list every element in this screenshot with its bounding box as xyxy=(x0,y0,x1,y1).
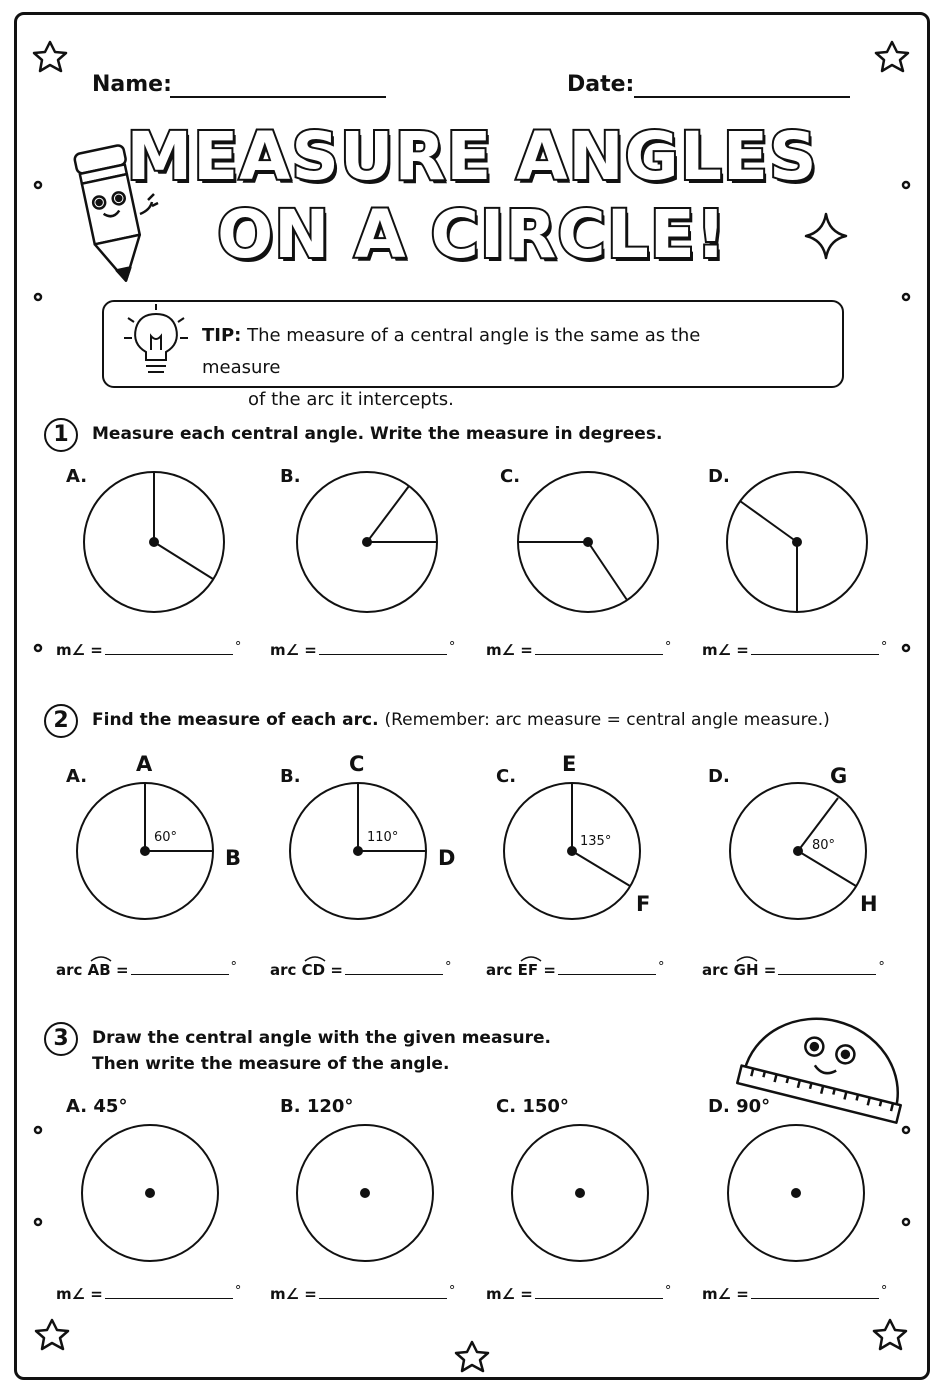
tip-text-line2: of the arc it intercepts. xyxy=(248,389,454,410)
point-label-e: E xyxy=(562,752,577,776)
degree-symbol: ° xyxy=(234,1284,242,1299)
q3-item-d xyxy=(708,1096,770,1117)
item-letter: D. xyxy=(708,1096,730,1117)
answer-label: m∠ = xyxy=(486,1285,533,1303)
given-measure: 150° xyxy=(522,1096,569,1117)
point-label-g: G xyxy=(830,764,848,788)
arc-prefix: arc xyxy=(56,961,83,979)
answer-label: m∠ = xyxy=(56,1285,103,1303)
item-letter: C. xyxy=(496,1096,517,1117)
q2-letter-c: C. xyxy=(496,766,517,787)
point-label-b: B xyxy=(225,846,242,870)
given-measure: 90° xyxy=(736,1096,771,1117)
equals-sign: = xyxy=(330,961,343,979)
q3-answer-c xyxy=(486,1284,671,1303)
item-letter: B. xyxy=(280,1096,301,1117)
degree-symbol: ° xyxy=(234,640,242,655)
q2-letter-d: D. xyxy=(708,766,730,787)
answer-label: m∠ = xyxy=(56,641,103,659)
q1-letter-c: C. xyxy=(500,466,521,487)
degree-symbol: ° xyxy=(448,640,456,655)
q2-letter-a: A. xyxy=(66,766,88,787)
q2-instruction-note: (Remember: arc measure = central angle measure.) xyxy=(384,710,830,730)
q3-instruction-line1: Draw the central angle with the given measure. xyxy=(92,1028,552,1048)
answer-blank[interactable] xyxy=(535,1284,663,1299)
arc-name: CD xyxy=(301,961,326,979)
degree-symbol: ° xyxy=(878,960,885,975)
date-label: Date: xyxy=(567,72,635,97)
degree-symbol: ° xyxy=(664,1284,672,1299)
given-measure: 45° xyxy=(93,1096,128,1117)
degree-symbol: ° xyxy=(880,1284,888,1299)
degree-symbol: ° xyxy=(444,960,452,975)
equals-sign: = xyxy=(543,961,556,979)
q3-answer-d xyxy=(702,1284,887,1303)
arc-prefix: arc xyxy=(486,961,513,979)
item-letter: A. xyxy=(66,1096,88,1117)
degree-symbol: ° xyxy=(448,1284,456,1299)
q3-answer-b xyxy=(270,1284,455,1303)
arc-name: AB xyxy=(87,961,111,979)
q3-instruction-line2: Then write the measure of the angle. xyxy=(92,1054,450,1074)
answer-label: m∠ = xyxy=(270,641,317,659)
page-title-line1: MEASURE ANGLES xyxy=(126,118,818,195)
answer-blank[interactable] xyxy=(105,1284,233,1299)
tip-label: TIP: xyxy=(202,325,242,346)
degree-symbol: ° xyxy=(664,640,672,655)
degree-symbol: ° xyxy=(880,640,888,655)
q3-answer-a xyxy=(56,1284,241,1303)
answer-blank[interactable] xyxy=(751,1284,879,1299)
q1-letter-d: D. xyxy=(708,466,730,487)
name-label: Name: xyxy=(92,72,172,97)
arc-name: EF xyxy=(517,961,539,979)
q2-letter-b: B. xyxy=(280,766,301,787)
point-label-d: D xyxy=(438,846,456,870)
page-title-line2: ON A CIRCLE! xyxy=(217,196,727,273)
arc-name: GH xyxy=(733,961,759,979)
question-number-3: 3 xyxy=(44,1022,78,1056)
q1-letter-a: A. xyxy=(66,466,88,487)
arc-prefix: arc xyxy=(702,961,729,979)
question-number-2: 2 xyxy=(44,704,78,738)
point-label-f: F xyxy=(636,892,651,916)
equals-sign: = xyxy=(763,961,777,979)
answer-label: m∠ = xyxy=(486,641,533,659)
answer-label: m∠ = xyxy=(702,1285,749,1303)
q1-letter-b: B. xyxy=(280,466,301,487)
arc-prefix: arc xyxy=(270,961,297,979)
given-measure: 120° xyxy=(306,1096,354,1117)
point-label-a: A xyxy=(136,752,153,776)
answer-label: m∠ = xyxy=(702,641,749,659)
equals-sign: = xyxy=(115,961,129,979)
question-number-1: 1 xyxy=(44,418,78,452)
point-label-c: C xyxy=(349,752,365,776)
angle-label-a: 60° xyxy=(154,830,178,845)
q3-item-c xyxy=(496,1096,569,1117)
angle-label-b: 110° xyxy=(367,830,399,845)
q2-instruction-bold: Find the measure of each arc. xyxy=(92,710,379,730)
degree-symbol: ° xyxy=(657,960,665,975)
answer-blank[interactable] xyxy=(319,1284,447,1299)
q3-item-a xyxy=(66,1096,127,1117)
angle-label-c: 135° xyxy=(580,834,612,849)
tip-text-line1: The measure of a central angle is the same as the measure xyxy=(202,325,701,378)
angle-label-d: 80° xyxy=(812,838,836,853)
q3-item-b xyxy=(280,1096,353,1117)
point-label-h: H xyxy=(860,892,878,916)
q1-instruction: Measure each central angle. Write the measure in degrees. xyxy=(92,424,663,444)
answer-label: m∠ = xyxy=(270,1285,317,1303)
degree-symbol: ° xyxy=(230,960,238,975)
